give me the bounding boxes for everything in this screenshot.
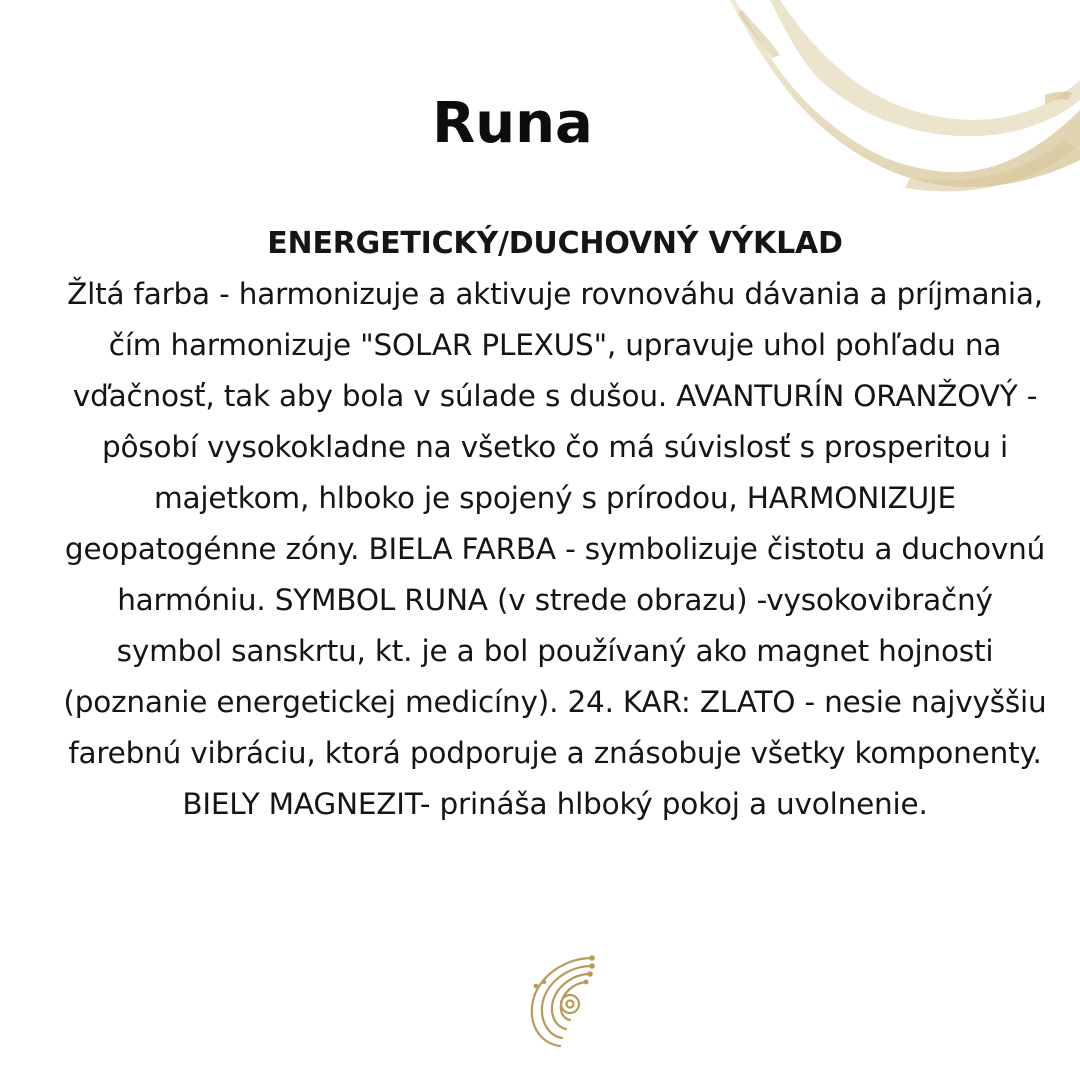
spiral-logo-icon (522, 952, 602, 1052)
section-heading: ENERGETICKÝ/DUCHOVNÝ VÝKLAD (267, 226, 843, 261)
page-title: Runa (432, 91, 593, 156)
description-text: Žltá farba - harmonizuje a aktivuje rovnováhu dávania a príjmania, čím harmonizuje "SOLAR PLEXUS", upravuje uhol pohľadu na vďačnosť, tak aby bola v súlade s dušou. AVANTURÍN ORANŽOVÝ - pôsobí vysokokladne na všetko čo má súvislosť s prosperitou i majetkom, hlboko je spojený s prírodou, HARMONIZUJE geopatogénne zóny. BIELA FARBA - symbolizuje čistotu a duchovnú harmóniu. SYMBOL RUNA (v strede obrazu) -vysokovibračný symbol sanskrtu, kt. je a bol používaný ako magnet hojnosti (poznanie energetickej medicíny). 24. KAR: ZLATO - nesie najvyššiu farebnú vibráciu, ktorá podporuje a znásobuje všetky komponenty. BIELY MAGNEZIT- prináša hlboký pokoj a uvolnenie. (63, 277, 1047, 821)
description-block (60, 218, 1050, 830)
